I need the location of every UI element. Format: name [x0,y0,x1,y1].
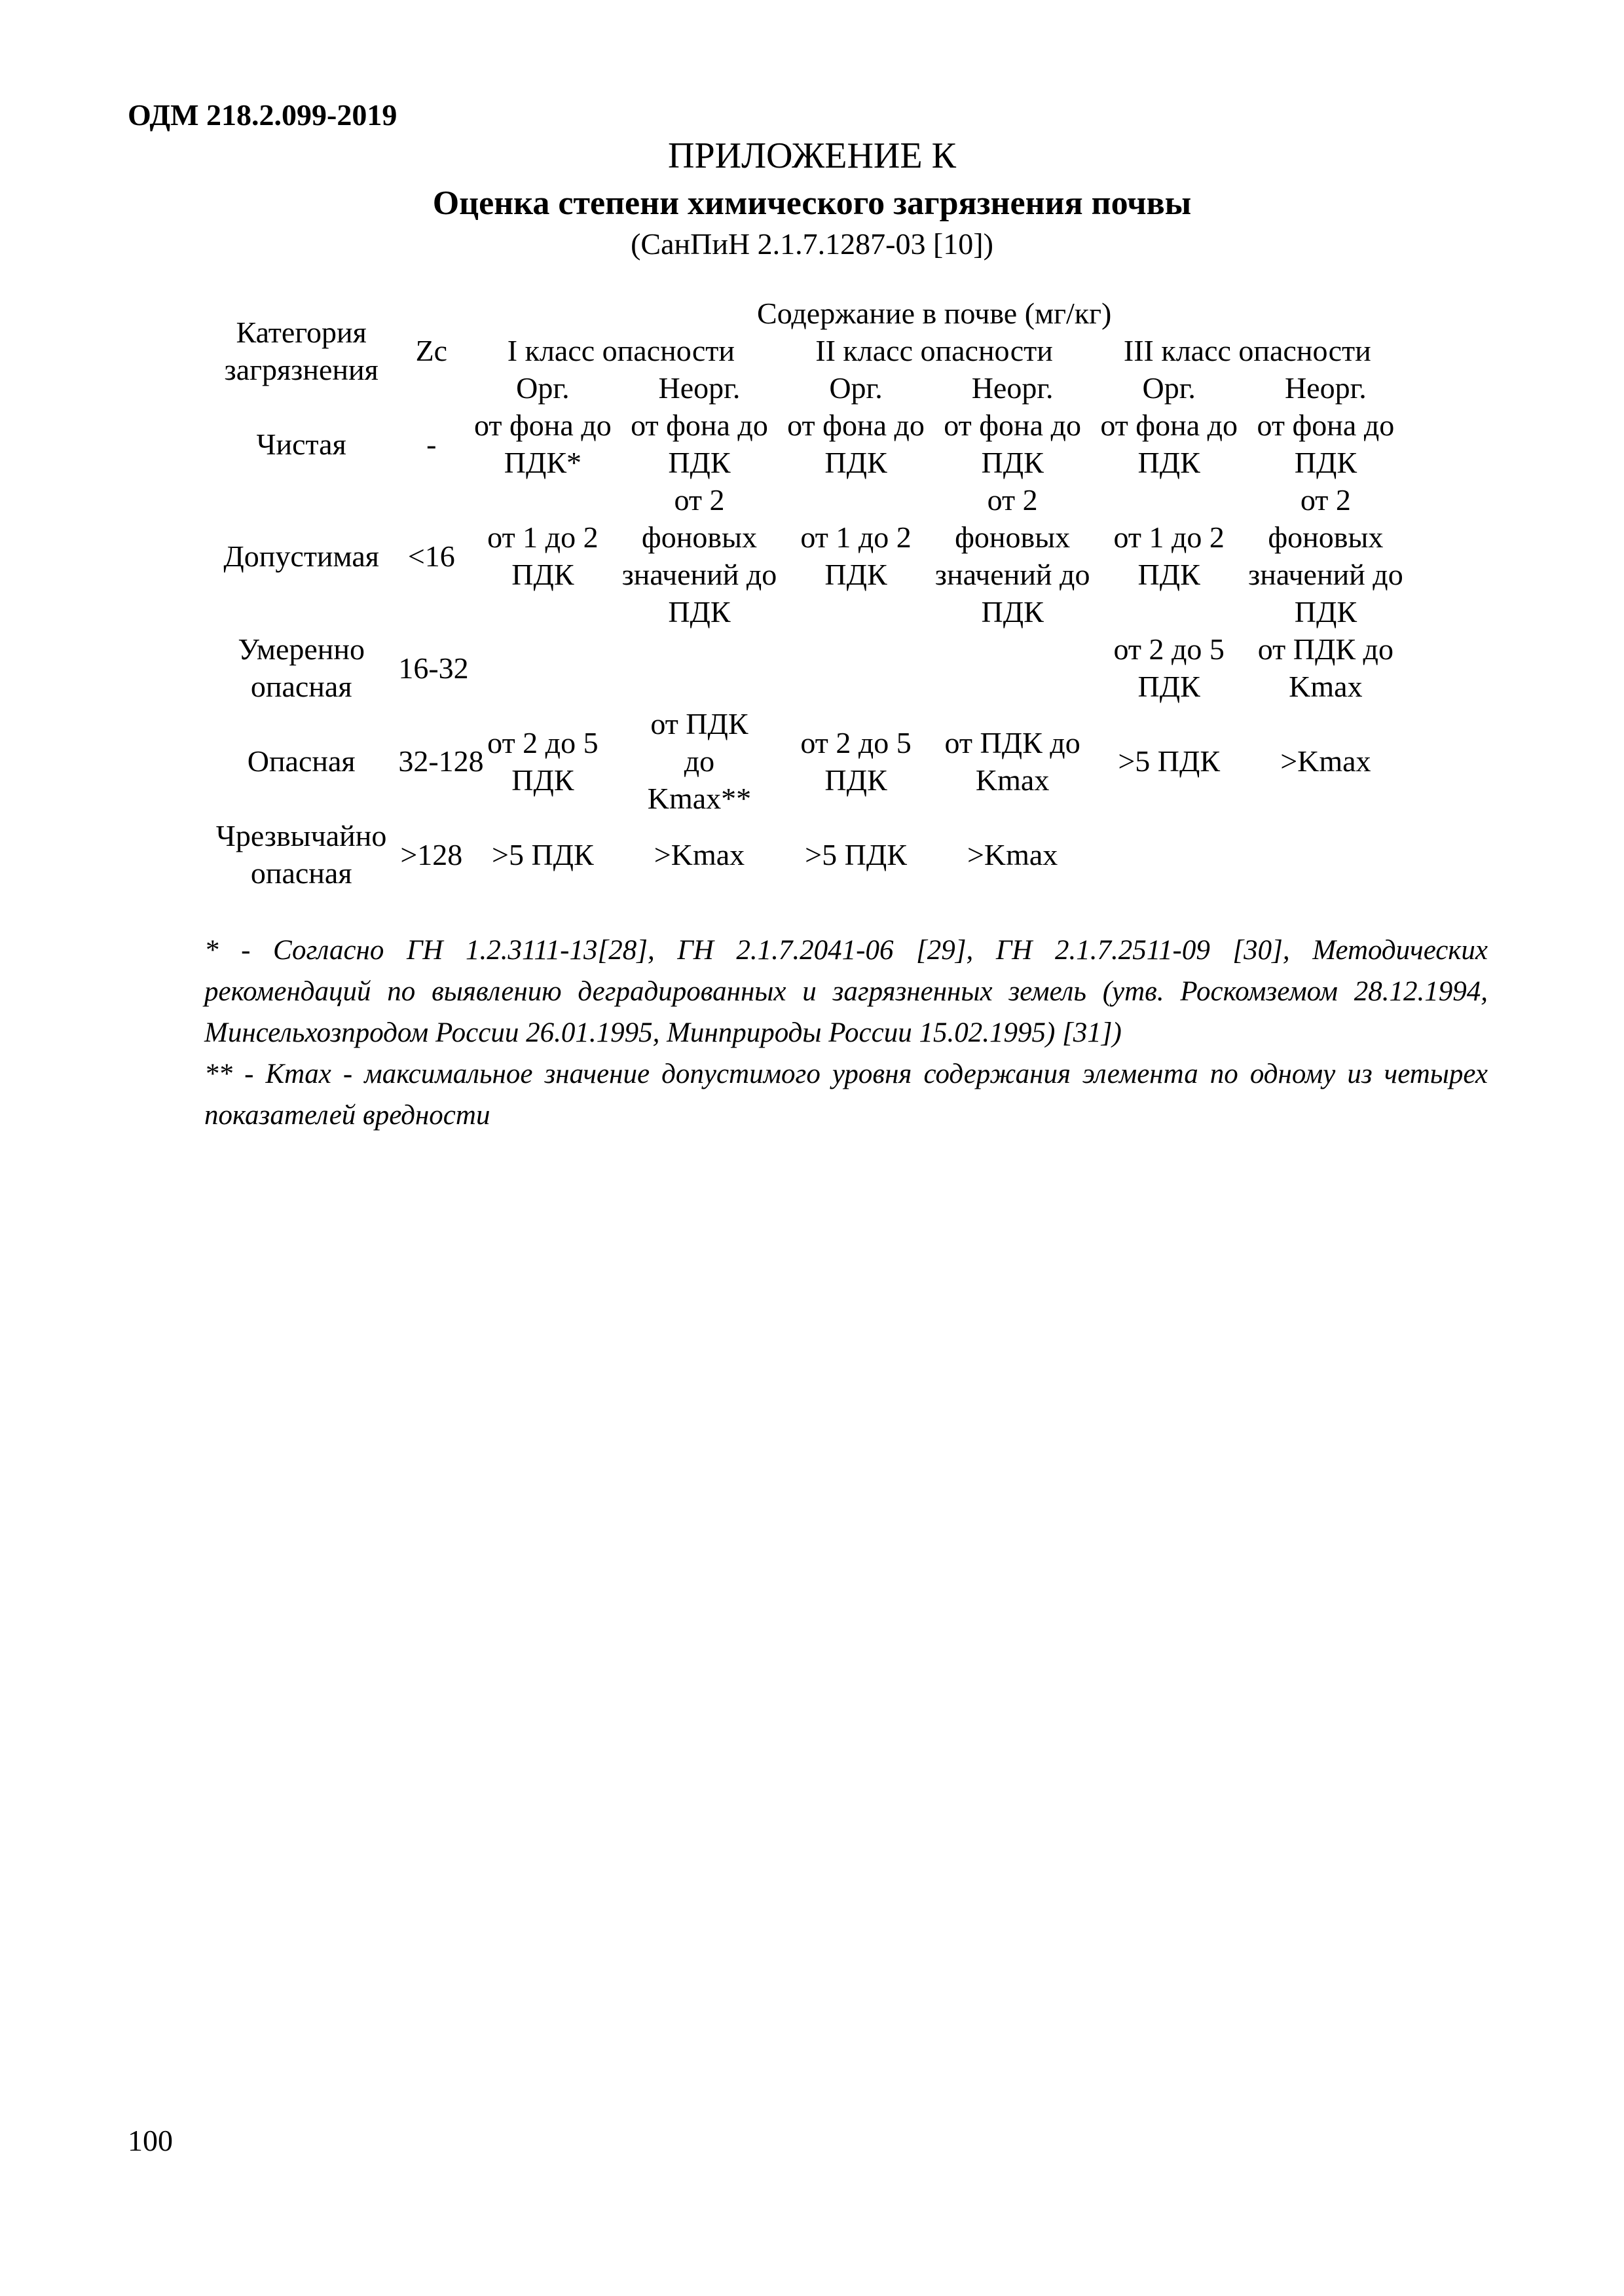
cell-category: Чистая [256,427,346,461]
cell-value: от фона до ПДК [787,409,925,479]
cell-value [1247,817,1404,892]
cell-value: от фона до ПДК [1100,409,1238,479]
cell-value: >5 ПДК [492,837,594,871]
cell-value: от ПДК до Kmax** [647,707,752,815]
cell-value [1091,817,1247,892]
appendix-heading: ПРИЛОЖЕНИЕ К [668,136,956,176]
cell-value: от 2 фоновых значений до ПДК [934,483,1090,629]
table-row [204,630,1404,705]
cell-value: от 2 до 5 ПДК [487,725,599,797]
header-zc: Zc [415,334,448,367]
cell-zc: - [426,427,437,461]
cell-value: от 2 фоновых значений до ПДК [1248,483,1403,629]
cell-zc: >128 [400,837,463,871]
header-class-2: II класс опасности [815,334,1053,367]
cell-category: Допустимая [223,539,379,573]
header-inorg: Неорг. [1284,371,1367,405]
page-title: Оценка степени химического загрязнения почвы [432,185,1192,222]
cell-value [778,630,934,705]
cell-value: >Kmax [654,837,745,871]
header-org: Орг. [516,371,570,405]
cell-category: Умеренно опасная [238,632,365,703]
cell-value: >5 ПДК [805,837,907,871]
cell-zc: 16-32 [398,651,469,685]
header-class-1: I класс опасности [507,334,735,367]
cell-value: от 2 фоновых значений до ПДК [621,483,777,629]
contamination-table [204,295,1404,892]
table-row [204,705,1404,817]
footnote-1: * - Согласно ГН 1.2.3111-13[28], ГН 2.1.7.2041-06 [29], ГН 2.1.7.2511-09 [30], Методических рекомендаций по выявлению деградированных и загрязненных земель (утв. Роскомземом 28.12.1994, Минсельхозпродом России 26.01.1995, Минприроды России 15.02.1995) [31]) [204,935,1488,1048]
cell-value: от 1 до 2 ПДК [800,520,912,591]
footnotes [204,930,1488,1136]
table-row [204,481,1404,630]
cell-category: Опасная [247,744,356,778]
page-subtitle: (СанПиН 2.1.7.1287-03 [10]) [631,227,993,261]
cell-value: от фона до ПДК [1257,409,1395,479]
header-content: Содержание в почве (мг/кг) [757,297,1112,330]
header-class-3: III класс опасности [1123,334,1371,367]
cell-value: от 2 до 5 ПДК [800,725,912,797]
footnote-2: ** - Kmax - максимальное значение допустимого уровня содержания элемента по одному из четырех показателей вредности [204,1059,1488,1131]
cell-category: Чрезвычайно опасная [215,819,387,890]
table-row [204,407,1404,481]
table-header-row-1 [204,295,1404,332]
cell-value: от ПДК до Kmax [944,725,1080,797]
cell-value: от 1 до 2 ПДК [1113,520,1225,591]
header-inorg: Неорг. [658,371,741,405]
cell-value [934,630,1091,705]
cell-value [464,630,621,705]
page-number: 100 [128,2124,173,2157]
document-code: ОДМ 218.2.099-2019 [128,98,397,132]
table-row [204,817,1404,892]
cell-zc: <16 [407,539,455,573]
header-inorg: Неорг. [971,371,1054,405]
header-org: Орг. [829,371,883,405]
cell-value: от ПДК до Kmax [1257,632,1393,703]
cell-value: >5 ПДК [1118,744,1221,778]
cell-value [621,630,777,705]
cell-value: от 1 до 2 ПДК [487,520,599,591]
cell-value: >Kmax [967,837,1058,871]
cell-value: от 2 до 5 ПДК [1113,632,1225,703]
header-category: Категория загрязнения [224,315,378,386]
cell-value: >Kmax [1280,744,1371,778]
cell-zc: 32-128 [398,744,484,778]
cell-value: от фона до ПДК [631,409,768,479]
cell-value: от фона до ПДК* [474,409,612,479]
cell-value: от фона до ПДК [944,409,1081,479]
header-org: Орг. [1142,371,1196,405]
